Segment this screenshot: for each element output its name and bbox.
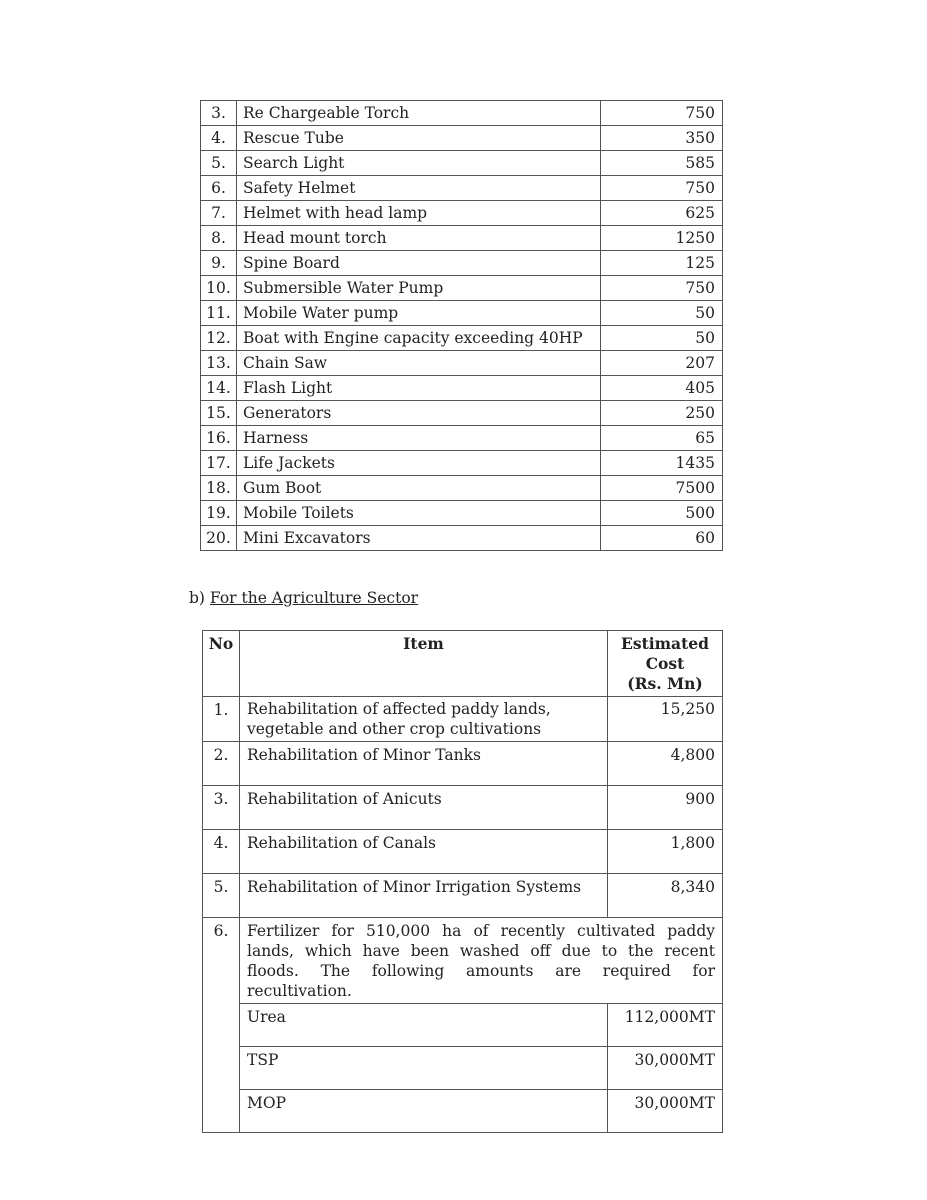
fertilizer-amount: 30,000MT xyxy=(608,1047,723,1090)
table-row xyxy=(201,476,723,501)
fertilizer-row xyxy=(203,1047,723,1090)
row-no: 10. xyxy=(201,276,237,301)
row-item-line2: vegetable and other crop cultivations xyxy=(247,720,542,738)
table-row xyxy=(201,301,723,326)
fertilizer-row xyxy=(203,1004,723,1047)
row-no: 15. xyxy=(201,401,237,426)
table-row xyxy=(201,501,723,526)
row-item: Head mount torch xyxy=(237,226,601,251)
row-quantity: 7500 xyxy=(601,476,723,501)
row-no: 8. xyxy=(201,226,237,251)
table-row xyxy=(201,201,723,226)
row-item: Search Light xyxy=(237,151,601,176)
row-quantity: 50 xyxy=(601,301,723,326)
table-row xyxy=(201,251,723,276)
row-quantity: 1435 xyxy=(601,451,723,476)
header-cost-line3: (Rs. Mn) xyxy=(627,674,703,693)
table-row xyxy=(203,874,723,918)
row-no: 3. xyxy=(201,101,237,126)
row-item: Mini Excavators xyxy=(237,526,601,551)
row-no: 19. xyxy=(201,501,237,526)
row-item: Mobile Toilets xyxy=(237,501,601,526)
row-quantity: 125 xyxy=(601,251,723,276)
row-no: 17. xyxy=(201,451,237,476)
row-quantity: 750 xyxy=(601,101,723,126)
row-no: 5. xyxy=(203,874,240,918)
agriculture-table xyxy=(202,630,723,1133)
table-row xyxy=(201,451,723,476)
table-row xyxy=(203,697,723,742)
row-quantity: 625 xyxy=(601,201,723,226)
table-row xyxy=(201,151,723,176)
fertilizer-row xyxy=(203,1090,723,1133)
row-cost: 1,800 xyxy=(608,830,723,874)
row-no: 11. xyxy=(201,301,237,326)
row-item: Harness xyxy=(237,426,601,451)
row-item: Rehabilitation of Canals xyxy=(240,830,608,874)
row-cost: 15,250 xyxy=(608,697,723,742)
row-no: 4. xyxy=(203,830,240,874)
table-row xyxy=(201,401,723,426)
row-no: 2. xyxy=(203,742,240,786)
table-header-row xyxy=(203,631,723,697)
row-no: 12. xyxy=(201,326,237,351)
row-item-line1: Rehabilitation of affected paddy lands, xyxy=(247,700,551,718)
header-no: No xyxy=(203,631,240,697)
row-item: Life Jackets xyxy=(237,451,601,476)
row-no: 14. xyxy=(201,376,237,401)
table-row xyxy=(203,742,723,786)
section-heading-agriculture xyxy=(189,589,418,607)
row-quantity: 65 xyxy=(601,426,723,451)
row-item: Rescue Tube xyxy=(237,126,601,151)
row-quantity: 350 xyxy=(601,126,723,151)
row-quantity: 50 xyxy=(601,326,723,351)
row-quantity: 585 xyxy=(601,151,723,176)
row-no: 6. xyxy=(201,176,237,201)
table-row xyxy=(201,376,723,401)
row-no: 16. xyxy=(201,426,237,451)
row-item: Safety Helmet xyxy=(237,176,601,201)
row-no: 4. xyxy=(201,126,237,151)
row-item: Gum Boot xyxy=(237,476,601,501)
row-cost: 8,340 xyxy=(608,874,723,918)
row-no: 3. xyxy=(203,786,240,830)
row-item: Submersible Water Pump xyxy=(237,276,601,301)
row-item: Rehabilitation of Minor Tanks xyxy=(240,742,608,786)
fertilizer-amount: 30,000MT xyxy=(608,1090,723,1133)
row-no: 13. xyxy=(201,351,237,376)
row-quantity: 60 xyxy=(601,526,723,551)
equipment-table xyxy=(200,100,723,551)
row-no: 18. xyxy=(201,476,237,501)
fertilizer-name: Urea xyxy=(240,1004,608,1047)
row-cost: 4,800 xyxy=(608,742,723,786)
table-row xyxy=(201,226,723,251)
section-title: For the Agriculture Sector xyxy=(209,589,419,607)
table-row xyxy=(201,126,723,151)
row-quantity: 1250 xyxy=(601,226,723,251)
table-row xyxy=(201,101,723,126)
row-quantity: 750 xyxy=(601,176,723,201)
row-cost: 900 xyxy=(608,786,723,830)
row-quantity: 207 xyxy=(601,351,723,376)
row-item: Helmet with head lamp xyxy=(237,201,601,226)
fertilizer-amount: 112,000MT xyxy=(608,1004,723,1047)
table-row xyxy=(201,351,723,376)
header-cost-line1: Estimated xyxy=(621,634,709,653)
fertilizer-name: TSP xyxy=(240,1047,608,1090)
row-item xyxy=(240,697,608,742)
row-item: Boat with Engine capacity exceeding 40HP xyxy=(237,326,601,351)
row-item: Spine Board xyxy=(237,251,601,276)
row-quantity: 250 xyxy=(601,401,723,426)
table-row xyxy=(201,426,723,451)
table-row xyxy=(201,326,723,351)
section-prefix: b) xyxy=(189,589,210,607)
row-item: Flash Light xyxy=(237,376,601,401)
row-item: Chain Saw xyxy=(237,351,601,376)
row-no: 6. xyxy=(203,918,240,1133)
row-item: Rehabilitation of Anicuts xyxy=(240,786,608,830)
row-no: 20. xyxy=(201,526,237,551)
row-quantity: 750 xyxy=(601,276,723,301)
row-quantity: 405 xyxy=(601,376,723,401)
table-row xyxy=(201,176,723,201)
fertilizer-description: Fertilizer for 510,000 ha of recently cultivated paddy lands, which have been washed off due to the recent floods. The following amounts are required for recultivation. xyxy=(240,918,723,1004)
table-row xyxy=(201,276,723,301)
equipment-table-body xyxy=(201,101,723,551)
row-item: Re Chargeable Torch xyxy=(237,101,601,126)
row-no: 5. xyxy=(201,151,237,176)
table-row xyxy=(203,830,723,874)
row-no: 7. xyxy=(201,201,237,226)
row-item: Generators xyxy=(237,401,601,426)
fertilizer-name: MOP xyxy=(240,1090,608,1133)
header-item: Item xyxy=(240,631,608,697)
fertilizer-description-row xyxy=(203,918,723,1004)
row-item: Rehabilitation of Minor Irrigation Systems xyxy=(240,874,608,918)
table-row xyxy=(203,786,723,830)
row-no: 1. xyxy=(203,697,240,742)
row-no: 9. xyxy=(201,251,237,276)
row-quantity: 500 xyxy=(601,501,723,526)
header-estimated-cost xyxy=(608,631,723,697)
table-row xyxy=(201,526,723,551)
header-cost-line2: Cost xyxy=(645,654,685,673)
row-item: Mobile Water pump xyxy=(237,301,601,326)
